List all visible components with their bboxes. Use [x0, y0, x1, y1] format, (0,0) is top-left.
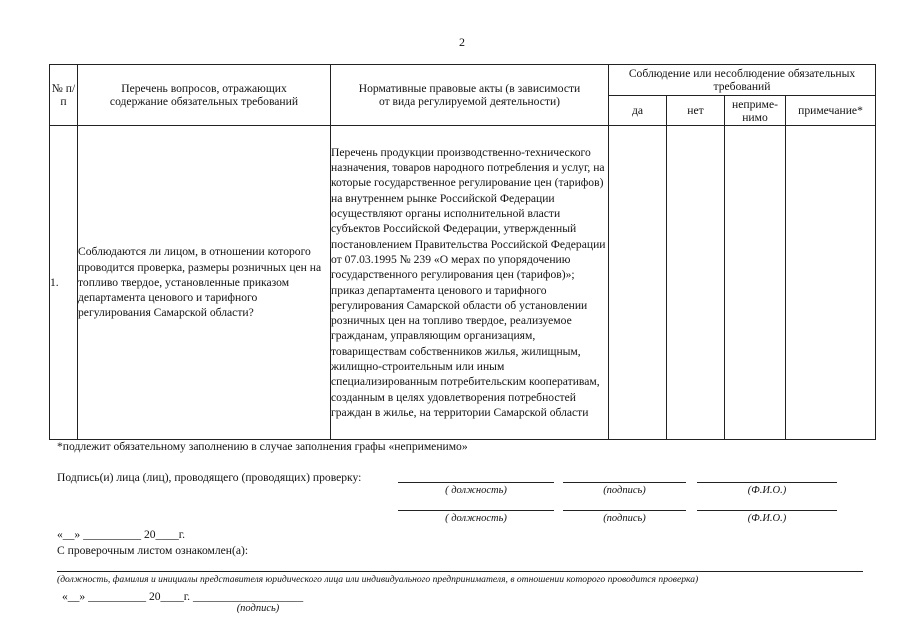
footnote: *подлежит обязательному заполнению в случае заполнения графы «неприменимо»: [57, 440, 468, 453]
representative-caption: (должность, фамилия и инициалы представителя юридического лица или индивидуального предпринимателя, в отношении которого проводится проверка): [57, 574, 699, 585]
caption-signature-3: (подпись): [236, 603, 280, 614]
page-number: 2: [459, 35, 465, 49]
representative-line[interactable]: [57, 571, 863, 572]
header-yes: да: [609, 96, 667, 126]
row-question: Соблюдаются ли лицом, в отношении которого проводится проверка, размеры розничных цен на топливо твердое, установленные приказом департамента ценового и тарифного регулирования Самарской области?: [78, 126, 331, 440]
caption-name-1: (Ф.И.О.): [747, 485, 787, 496]
caption-signature-1: (подпись): [603, 485, 646, 496]
header-no: нет: [667, 96, 725, 126]
checklist-table: [49, 64, 876, 440]
signature-line-1[interactable]: [563, 482, 686, 483]
caption-position-2: ( должность): [445, 513, 507, 524]
acquainted-label: С проверочным листом ознакомлен(а):: [57, 544, 249, 557]
header-acts: Нормативные правовые акты (в зависимости от вида регулируемой деятельности): [331, 65, 609, 126]
cell-not-applicable[interactable]: [725, 126, 786, 440]
name-line-1[interactable]: [697, 482, 837, 483]
header-note: примечание*: [786, 96, 876, 126]
name-line-2[interactable]: [697, 510, 837, 511]
cell-no[interactable]: [667, 126, 725, 440]
signature-label: Подпись(и) лица (лиц), проводящего (проводящих) проверку:: [57, 471, 362, 484]
date-signature-line[interactable]: «__» __________ 20____г. ___________________: [62, 590, 304, 603]
signature-line-2[interactable]: [563, 510, 686, 511]
date-line[interactable]: «__» __________ 20____г.: [57, 528, 186, 541]
table-row: [50, 126, 876, 440]
cell-yes[interactable]: [609, 126, 667, 440]
header-compliance: Соблюдение или несоблюдение обязательных требований: [609, 65, 876, 96]
row-acts: Перечень продукции производственно-технического назначения, товаров народного потребления и услуг, на которые государственное регулирование цен (тарифов) на внутреннем рынке Российской Федерации осуществляют органы исполнительной власти субъектов Российской Федерации, утвержденный постановлением Правительства Российской Федерации от 07.03.1995 № 239 «О мерах по упорядочению государственного регулирования цен (тарифов)»; приказ департамента ценового и тарифного регулирования Самарской области об установлении розничных цен на топливо твердое, реализуемое гражданам, управляющим организациям, товариществам собственников жилья, жилищным, жилищно-строительным или иным специализированным потребительским кооперативам, созданным в целях удовлетворения потребностей граждан в жилье, на территории Самарской области: [331, 126, 609, 440]
cell-note[interactable]: [786, 126, 876, 440]
position-line-2[interactable]: [398, 510, 554, 511]
header-not-applicable: неприме-нимо: [725, 96, 786, 126]
position-line-1[interactable]: [398, 482, 554, 483]
header-questions: Перечень вопросов, отражающих содержание обязательных требований: [78, 65, 331, 126]
header-num: № п/п: [50, 65, 78, 126]
caption-position-1: ( должность): [445, 485, 507, 496]
caption-name-2: (Ф.И.О.): [747, 513, 787, 524]
caption-signature-2: (подпись): [603, 513, 646, 524]
row-number: 1.: [50, 126, 78, 440]
